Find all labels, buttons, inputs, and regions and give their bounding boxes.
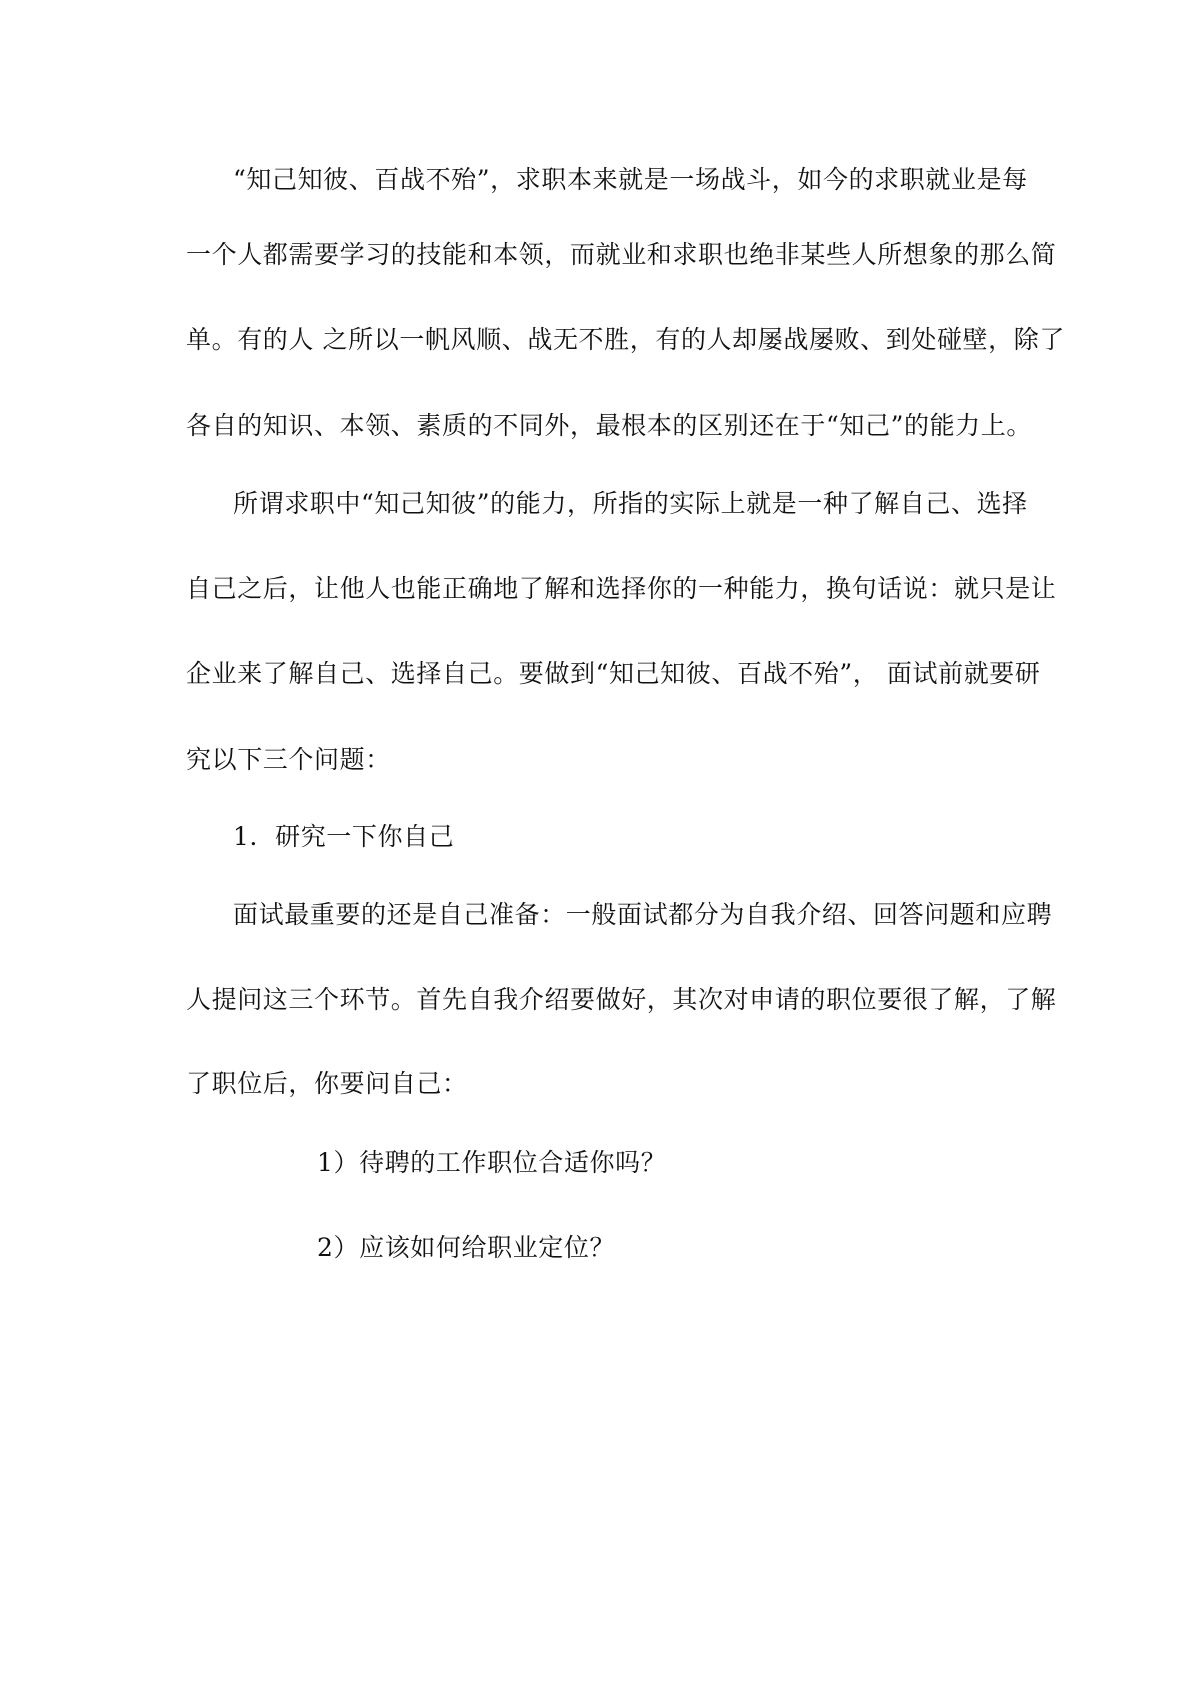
paragraph-line: 单。有的人 之所以一帆风顺、战无不胜，有的人却屡战屡败、到处碰壁，除了 (186, 325, 1065, 354)
paragraph-line: 自己之后，让他人也能正确地了解和选择你的一种能力，换句话说：就只是让 (186, 574, 1057, 603)
paragraph-line: 了职位后，你要问自己： (186, 1069, 468, 1098)
question-item: 2）应该如何给职业定位？ (317, 1233, 616, 1262)
paragraph-line: 各自的知识、本领、素质的不同外，最根本的区别还在于“知己”的能力上。 (186, 411, 1032, 440)
section-heading: 1．研究一下你自己 (233, 822, 455, 851)
paragraph-line: 面试最重要的还是自己准备：一般面试都分为自我介绍、回答问题和应聘 (233, 900, 1053, 929)
paragraph-line: 究以下三个问题： (186, 745, 391, 774)
paragraph-line: “知己知彼、百战不殆”，求职本来就是一场战斗，如今的求职就业是每 (233, 165, 1028, 194)
paragraph-line: 一个人都需要学习的技能和本领，而就业和求职也绝非某些人所想象的那么简 (186, 240, 1057, 269)
question-item: 1）待聘的工作职位合适你吗？ (317, 1148, 667, 1177)
paragraph-line: 人提问这三个环节。首先自我介绍要做好，其次对申请的职位要很了解，了解 (186, 985, 1057, 1014)
paragraph-line: 所谓求职中“知己知彼”的能力，所指的实际上就是一种了解自己、选择 (233, 489, 1028, 518)
paragraph-line: 企业来了解自己、选择自己。要做到“知己知彼、百战不殆”， 面试前就要研 (186, 659, 1041, 688)
